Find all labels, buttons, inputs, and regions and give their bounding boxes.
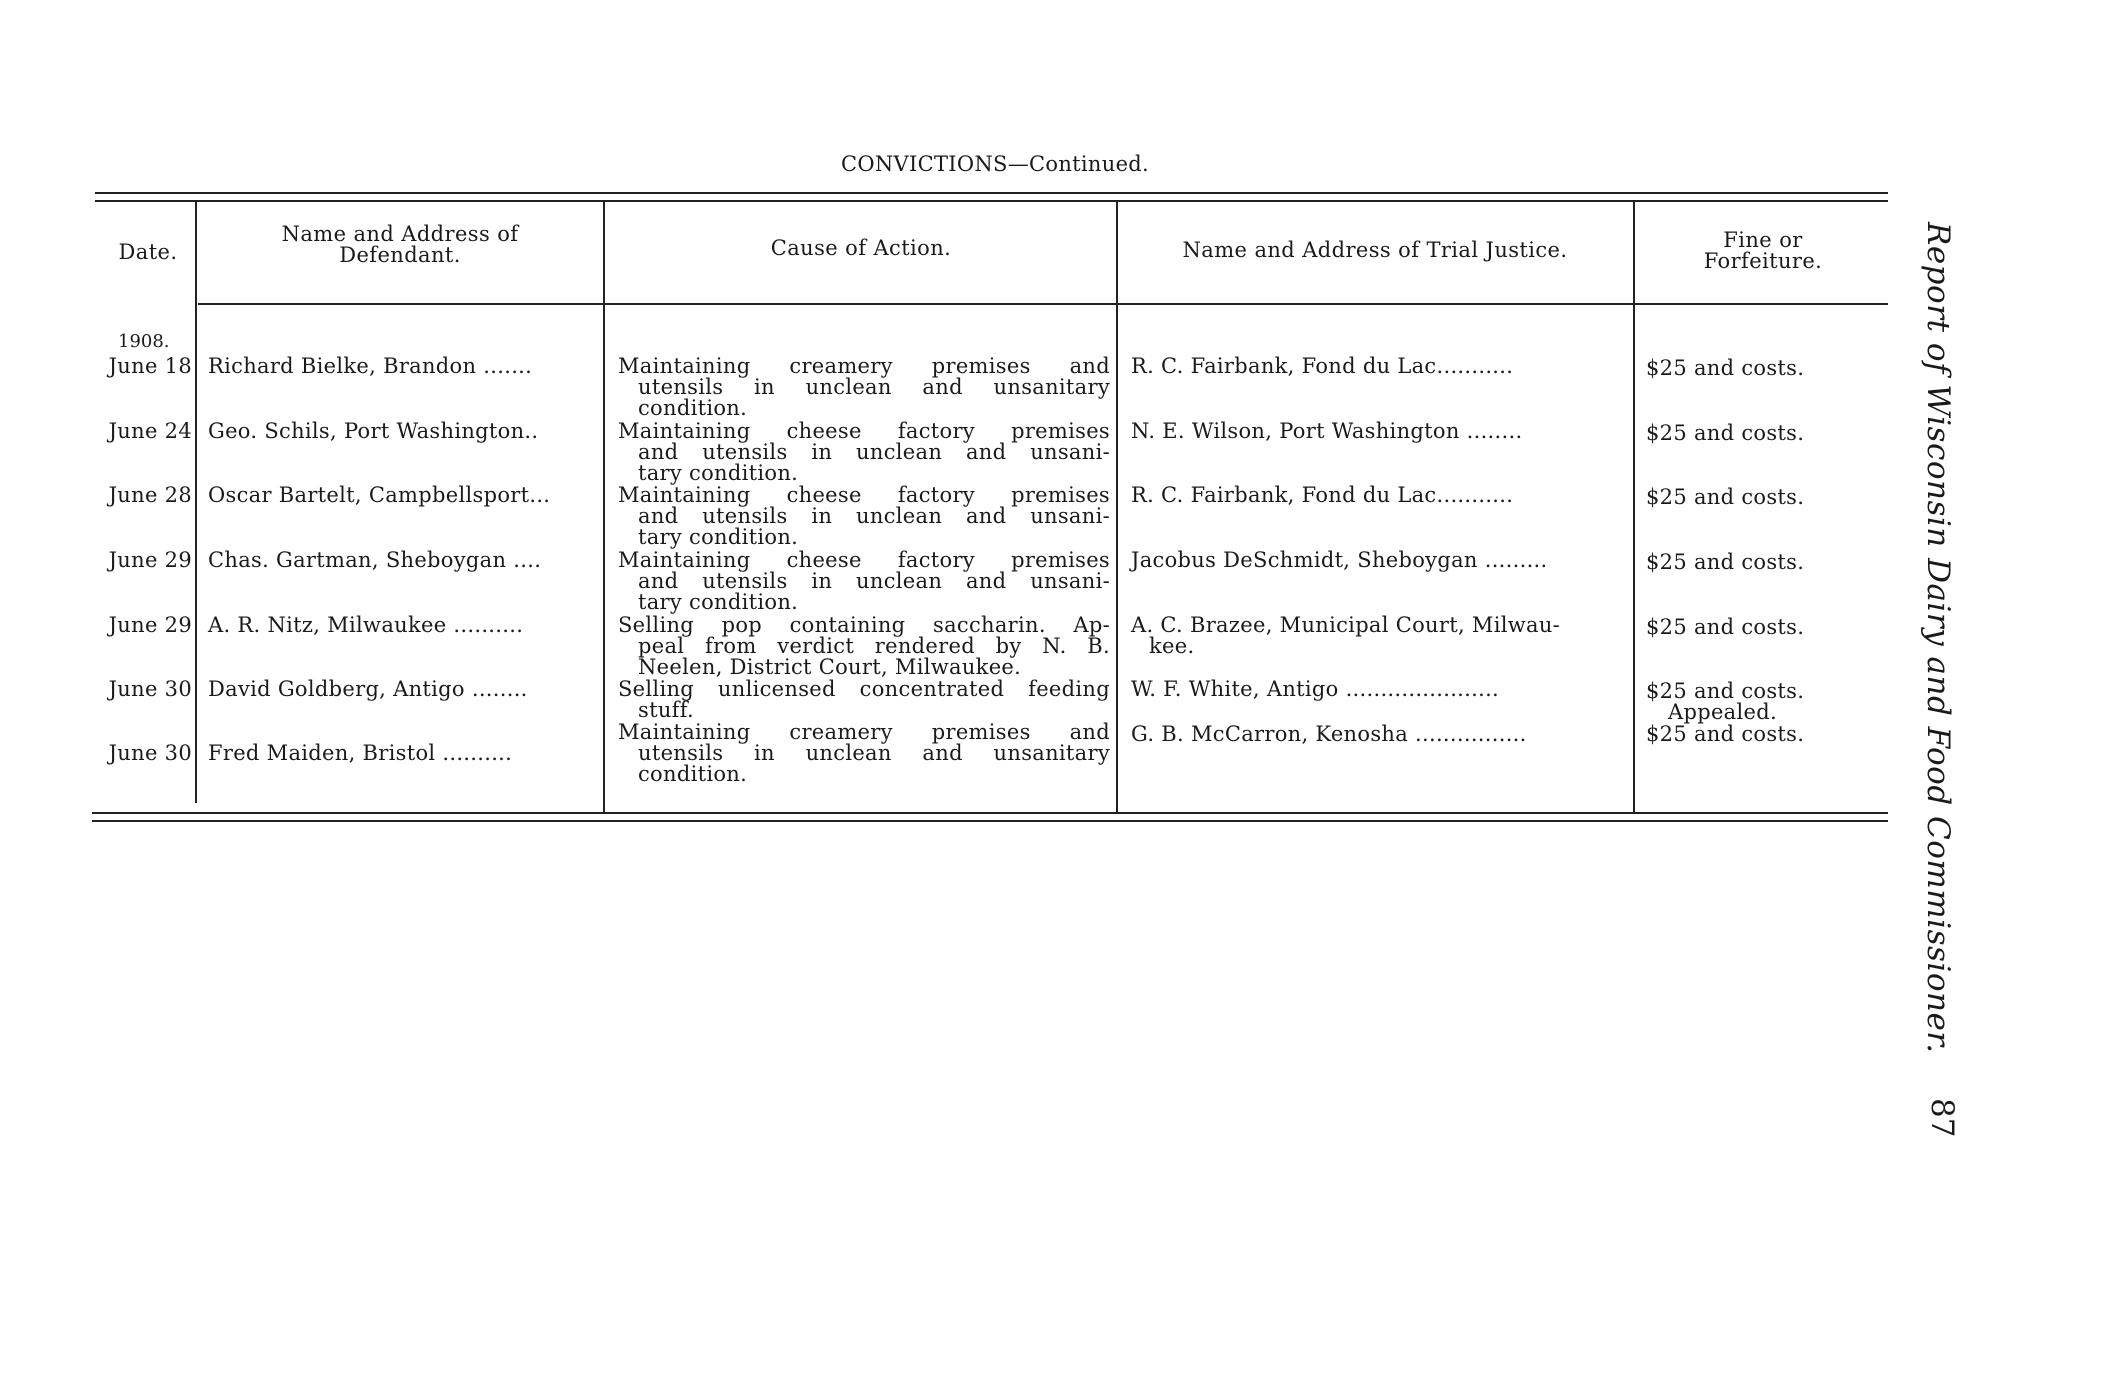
cause-cell <box>618 550 1110 613</box>
justice-cell: R. C. Fairbank, Fond du Lac........... <box>1131 354 1514 378</box>
cause-line: tary condition. <box>638 590 799 614</box>
side-running-title-text: Report of Wisconsin Dairy and Food Commissioner. <box>1920 222 1956 1054</box>
fine-cell: $25 and costs. <box>1646 550 1805 574</box>
header-defendant <box>200 224 600 266</box>
cause-line: and utensils in unclean and unsani- <box>638 504 1110 528</box>
date-cell: June 30 <box>108 677 192 701</box>
table-bottom-rule-1 <box>92 812 1888 814</box>
column-divider-1 <box>195 200 197 803</box>
cause-cell <box>618 485 1110 548</box>
header-date: Date. <box>118 240 178 264</box>
cause-cell <box>618 679 1110 721</box>
header-defendant-line-1: Name and Address of <box>281 222 519 246</box>
date-cell: June 18 <box>108 354 192 378</box>
cause-line: peal from verdict rendered by N. B. <box>638 634 1110 658</box>
cause-line: tary condition. <box>638 525 799 549</box>
justice-cell: N. E. Wilson, Port Washington ........ <box>1131 419 1523 443</box>
cause-cell <box>618 615 1110 678</box>
cause-line: Maintaining cheese factory premises <box>618 548 1110 572</box>
cause-line: utensils in unclean and unsanitary <box>638 375 1110 399</box>
page-number: 87 <box>1924 1098 1960 1138</box>
fine-cell: $25 and costs. <box>1646 421 1805 445</box>
justice-cell <box>1131 615 1623 657</box>
header-fine-line-1: Fine or <box>1723 228 1803 252</box>
date-cell: June 28 <box>108 483 192 507</box>
cause-cell <box>618 356 1110 419</box>
fine-cell: $25 and costs. <box>1646 356 1805 380</box>
fine-line: Appealed. <box>1668 700 1777 724</box>
date-cell: June 29 <box>108 548 192 572</box>
cause-line: and utensils in unclean and unsani- <box>638 440 1110 464</box>
defendant-cell: Chas. Gartman, Sheboygan .... <box>208 548 542 572</box>
header-cause: Cause of Action. <box>770 236 952 260</box>
fine-cell <box>1646 681 1846 723</box>
header-fine <box>1637 230 1889 272</box>
defendant-cell: Fred Maiden, Bristol .......... <box>208 741 513 765</box>
justice-cell: Jacobus DeSchmidt, Sheboygan ......... <box>1131 548 1548 572</box>
date-cell: June 29 <box>108 613 192 637</box>
fine-cell: $25 and costs. <box>1646 615 1805 639</box>
justice-cell: W. F. White, Antigo ...................... <box>1131 677 1500 701</box>
cause-line: Selling unlicensed concentrated feeding <box>618 677 1110 701</box>
cause-line: Maintaining creamery premises and <box>618 720 1110 744</box>
year-label: 1908. <box>118 331 170 352</box>
header-defendant-line-2: Defendant. <box>339 243 461 267</box>
fine-line: $25 and costs. <box>1646 679 1805 703</box>
justice-cell: R. C. Fairbank, Fond du Lac........... <box>1131 483 1514 507</box>
justice-cell: G. B. McCarron, Kenosha ................ <box>1131 722 1527 746</box>
date-cell: June 30 <box>108 741 192 765</box>
defendant-cell: Oscar Bartelt, Campbellsport... <box>208 483 551 507</box>
cause-line: condition. <box>638 762 748 786</box>
justice-line: kee. <box>1149 634 1195 658</box>
table-top-rule-1 <box>95 192 1888 194</box>
cause-cell <box>618 421 1110 484</box>
column-divider-4 <box>1633 200 1635 812</box>
cause-line: tary condition. <box>638 461 799 485</box>
header-fine-line-2: Forfeiture. <box>1703 249 1823 273</box>
header-justice: Name and Address of Trial Justice. <box>1182 238 1568 262</box>
defendant-cell: Richard Bielke, Brandon ....... <box>208 354 533 378</box>
page-title: CONVICTIONS—Continued. <box>840 152 1150 176</box>
table-top-rule-2 <box>95 200 1888 202</box>
cause-line: Neelen, District Court, Milwaukee. <box>638 655 1022 679</box>
cause-line: Maintaining cheese factory premises <box>618 419 1110 443</box>
cause-line: and utensils in unclean and unsani- <box>638 569 1110 593</box>
fine-cell: $25 and costs. <box>1646 485 1805 509</box>
cause-line: stuff. <box>638 698 695 722</box>
column-divider-2 <box>603 200 605 812</box>
date-cell: June 24 <box>108 419 192 443</box>
cause-line: Maintaining cheese factory premises <box>618 483 1110 507</box>
fine-cell: $25 and costs. <box>1646 722 1805 746</box>
justice-line: A. C. Brazee, Municipal Court, Milwau- <box>1131 613 1561 637</box>
defendant-cell: Geo. Schils, Port Washington.. <box>208 419 539 443</box>
table-bottom-rule-2 <box>92 820 1888 822</box>
side-running-title <box>1888 222 1968 1162</box>
cause-line: condition. <box>638 396 748 420</box>
cause-line: Selling pop containing saccharin. Ap- <box>618 613 1110 637</box>
defendant-cell: David Goldberg, Antigo ........ <box>208 677 528 701</box>
cause-line: utensils in unclean and unsanitary <box>638 741 1110 765</box>
defendant-cell: A. R. Nitz, Milwaukee .......... <box>208 613 524 637</box>
cause-cell <box>618 722 1110 785</box>
cause-line: Maintaining creamery premises and <box>618 354 1110 378</box>
column-divider-3 <box>1116 200 1118 812</box>
